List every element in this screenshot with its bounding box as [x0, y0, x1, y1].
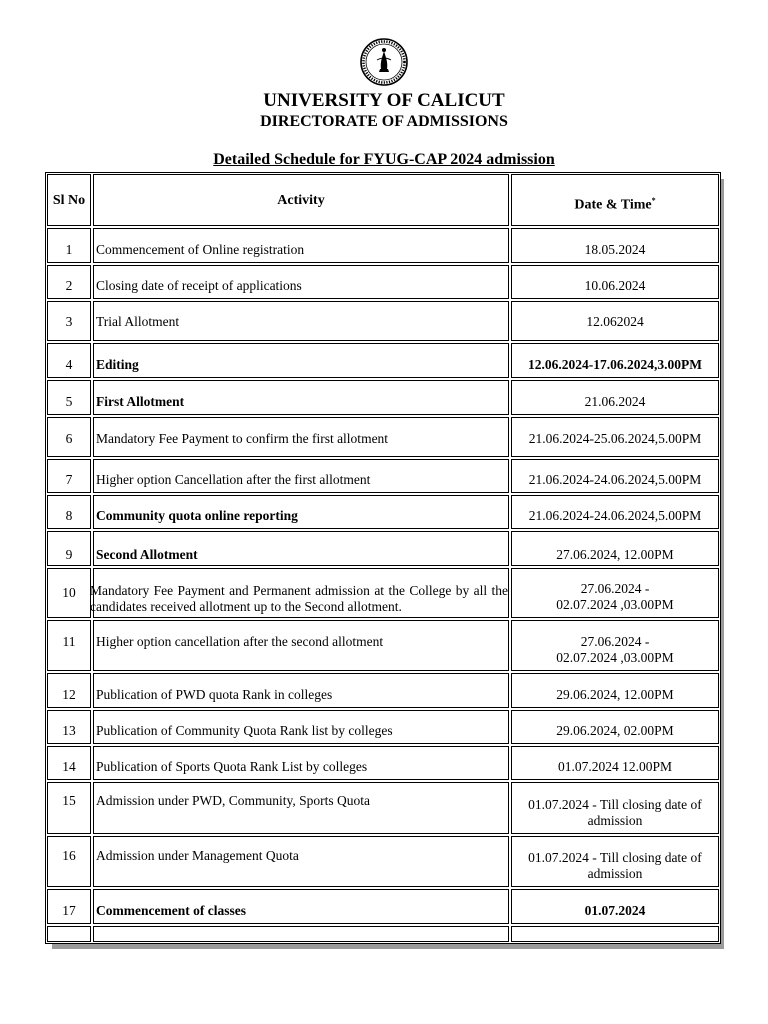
row-activity: Editing	[96, 357, 139, 372]
row-sl: 11	[62, 634, 76, 649]
table-row-empty	[46, 925, 720, 943]
row-date: 27.06.2024 - 02.07.2024 ,03.00PM	[556, 634, 674, 665]
row-sl: 17	[62, 903, 76, 918]
table-row	[46, 781, 720, 835]
row-date: 12.06.2024-17.06.2024,3.00PM	[528, 357, 702, 372]
university-name: UNIVERSITY OF CALICUT	[263, 90, 505, 111]
directorate-name: DIRECTORATE OF ADMISSIONS	[260, 113, 508, 130]
row-activity: Trial Allotment	[96, 314, 180, 329]
row-activity: Mandatory Fee Payment and Permanent admission at the College by all the candidates received allotment up to the Second allotment.	[90, 583, 508, 614]
table-row	[46, 379, 720, 416]
university-seal-icon	[360, 38, 408, 86]
header-date-marker: *	[651, 196, 656, 205]
row-activity: Higher option cancellation after the second allotment	[96, 634, 384, 649]
table-header-row	[46, 173, 720, 227]
row-activity: Commencement of Online registration	[96, 242, 305, 257]
row-sl: 12	[62, 687, 76, 702]
row-date: 01.07.2024	[584, 903, 646, 918]
row-sl: 2	[65, 278, 73, 293]
row-sl: 1	[65, 242, 73, 257]
row-sl: 10	[62, 585, 76, 600]
row-activity: Admission under Management Quota	[96, 848, 299, 863]
row-activity: Closing date of receipt of applications	[96, 278, 302, 293]
row-activity: First Allotment	[96, 394, 185, 409]
table-row	[46, 835, 720, 888]
header-date-time: Date & Time*	[574, 196, 656, 213]
table-row	[46, 494, 720, 530]
row-sl: 9	[65, 547, 73, 562]
row-sl: 15	[62, 793, 76, 808]
row-sl: 13	[62, 723, 76, 738]
table-row	[46, 300, 720, 342]
row-sl: 5	[65, 394, 73, 409]
row-sl: 16	[62, 848, 76, 863]
schedule-title: Detailed Schedule for FYUG-CAP 2024 admission	[213, 151, 555, 168]
row-activity: Second Allotment	[96, 547, 198, 562]
header-sl-no: Sl No	[52, 193, 86, 208]
row-date: 27.06.2024, 12.00PM	[556, 547, 674, 562]
row-activity: Publication of PWD quota Rank in colleges	[96, 687, 333, 702]
schedule-table	[45, 172, 721, 944]
row-date: 12.062024	[586, 314, 644, 329]
table-row	[46, 619, 720, 672]
row-sl: 7	[65, 472, 73, 487]
row-date: 21.06.2024-24.06.2024,5.00PM	[528, 508, 702, 523]
row-sl: 8	[65, 508, 73, 523]
row-date: 27.06.2024 - 02.07.2024 ,03.00PM	[556, 581, 674, 612]
row-activity: Higher option Cancellation after the first allotment	[96, 472, 371, 487]
row-sl: 3	[65, 314, 73, 329]
row-date: 18.05.2024	[584, 242, 646, 257]
table-row	[46, 567, 720, 619]
table-row	[46, 227, 720, 264]
row-activity: Publication of Sports Quota Rank List by colleges	[96, 759, 368, 774]
table-row	[46, 709, 720, 745]
row-activity: Mandatory Fee Payment to confirm the first allotment	[96, 431, 389, 446]
row-date: 29.06.2024, 02.00PM	[556, 723, 674, 738]
table-row	[46, 264, 720, 300]
row-sl: 14	[62, 759, 76, 774]
row-activity: Publication of Community Quota Rank list by colleges	[96, 723, 393, 738]
row-date: 10.06.2024	[584, 278, 646, 293]
row-date: 21.06.2024-24.06.2024,5.00PM	[528, 472, 702, 487]
table-row	[46, 530, 720, 567]
row-sl: 6	[65, 431, 73, 446]
row-date: 21.06.2024-25.06.2024,5.00PM	[528, 431, 702, 446]
table-row	[46, 745, 720, 781]
table-row	[46, 458, 720, 494]
row-date: 01.07.2024 12.00PM	[557, 759, 672, 774]
table-row	[46, 672, 720, 709]
table-row	[46, 342, 720, 379]
table-row	[46, 888, 720, 925]
row-date: 21.06.2024	[584, 394, 646, 409]
row-activity: Commencement of classes	[96, 903, 246, 918]
header-activity: Activity	[277, 193, 325, 208]
table-row	[46, 416, 720, 458]
row-sl: 4	[65, 357, 73, 372]
row-activity: Admission under PWD, Community, Sports Quota	[96, 793, 371, 808]
row-date: 01.07.2024 - Till closing date of admission	[528, 797, 702, 828]
row-date: 29.06.2024, 12.00PM	[556, 687, 674, 702]
row-date: 01.07.2024 - Till closing date of admission	[528, 850, 702, 881]
row-activity: Community quota online reporting	[96, 508, 298, 523]
